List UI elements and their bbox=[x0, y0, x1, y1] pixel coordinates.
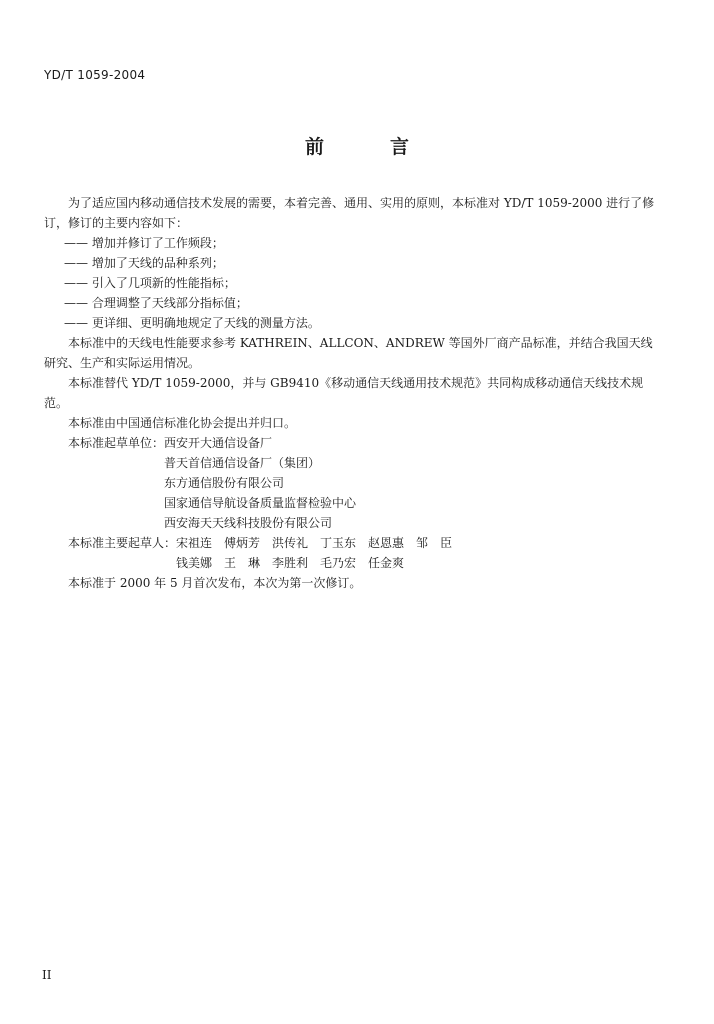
title-char-2: 言 bbox=[390, 136, 410, 158]
changes-list bbox=[44, 233, 662, 333]
page-title bbox=[0, 132, 714, 159]
drafters-label: 本标准主要起草人： bbox=[68, 536, 177, 550]
foreword-body bbox=[44, 193, 662, 593]
document-code: YD/T 1059-2004 bbox=[44, 68, 146, 82]
drafting-units bbox=[44, 433, 662, 533]
drafting-units-label: 本标准起草单位： bbox=[68, 436, 165, 450]
drafting-unit: 东方通信股份有限公司 bbox=[164, 476, 285, 490]
change-item: —— 增加并修订了工作频段； bbox=[64, 236, 224, 250]
drafting-units-list bbox=[164, 433, 356, 533]
release-paragraph: 本标准于 2000 年 5 月首次发布，本次为第一次修订。 bbox=[68, 576, 362, 590]
drafting-unit: 西安开大通信设备厂 bbox=[164, 436, 273, 450]
drafters-line: 宋祖连 傅炳芳 洪传礼 丁玉东 赵恩惠 邹 臣 bbox=[176, 536, 453, 550]
title-char-1: 前 bbox=[304, 136, 324, 158]
change-item: —— 更详细、更明确地规定了天线的测量方法。 bbox=[64, 316, 320, 330]
change-item: —— 合理调整了天线部分指标值； bbox=[64, 296, 248, 310]
drafters-list bbox=[176, 533, 452, 573]
drafting-unit: 西安海天天线科技股份有限公司 bbox=[164, 516, 333, 530]
proposer-paragraph: 本标准由中国通信标准化协会提出并归口。 bbox=[68, 416, 297, 430]
drafters bbox=[44, 533, 662, 573]
reference-paragraph: 本标准中的天线电性能要求参考 KATHREIN、ALLCON、ANDREW 等国外厂商产品标准，并结合我国天线研究、生产和实际运用情况。 bbox=[44, 336, 653, 370]
drafting-unit: 普天首信通信设备厂（集团） bbox=[164, 456, 321, 470]
change-item: —— 引入了几项新的性能指标； bbox=[64, 276, 236, 290]
drafters-line: 钱美娜 王 琳 李胜利 毛乃宏 任金爽 bbox=[176, 556, 405, 570]
replace-paragraph: 本标准替代 YD/T 1059-2000，并与 GB9410《移动通信天线通用技术规范》共同构成移动通信天线技术规范。 bbox=[44, 376, 644, 410]
change-item: —— 增加了天线的品种系列； bbox=[64, 256, 224, 270]
page-number: II bbox=[42, 968, 52, 982]
intro-paragraph: 为了适应国内移动通信技术发展的需要，本着完善、通用、实用的原则，本标准对 YD/T 1059-2000 进行了修订，修订的主要内容如下： bbox=[44, 196, 655, 230]
drafting-unit: 国家通信导航设备质量监督检验中心 bbox=[164, 496, 357, 510]
